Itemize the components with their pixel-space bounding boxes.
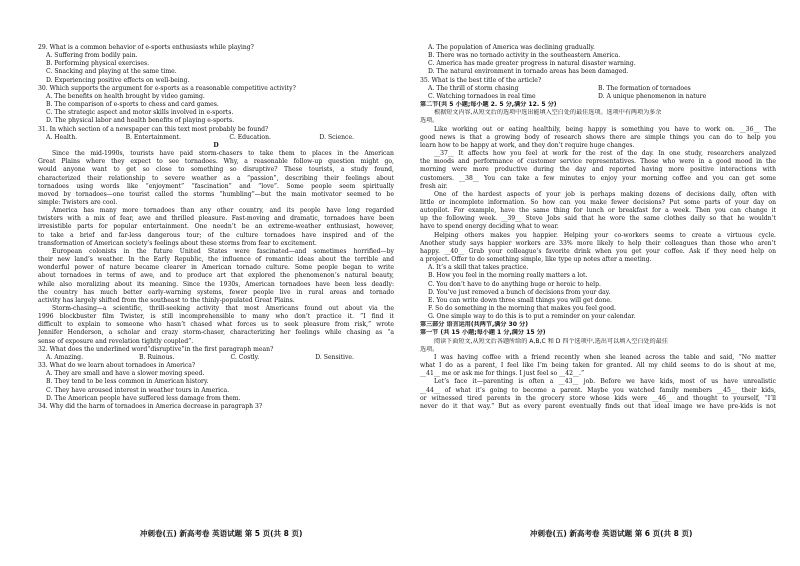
passage-line: activity has largely shifted from the southeast to the thinly-populated Great Plains.	[38, 296, 295, 304]
passage-line: Let’s face it—parenting is often a __43__ job. Before we have kids, most of us have unrealistic	[434, 378, 776, 386]
question-30-option: D. The physical labor and health benefits of playing e-sports.	[46, 117, 235, 125]
question-35-options-row	[420, 85, 776, 93]
passage-line: Since the mid-1990s, tourists have paid storm-chasers to take them to places in the American	[52, 150, 394, 158]
question-32-stem: 32. What does the underlined word“disruptive”in the first paragraph mean?	[38, 345, 274, 353]
passage-line: up the following week. __39__ Steve Jobs said that he wore the same clothes daily so that he wouldn’t	[420, 215, 776, 223]
passage-line: moved by tornadoes—one tourist called the storms “humbling”—but the main motivator seemed to be	[38, 190, 394, 198]
question-33-option: D. The American people have suffered less damage from them.	[46, 394, 241, 402]
passage-line: a project. Offer to do something simple, like type up notes after a meeting.	[420, 256, 652, 264]
question-29-stem: 29. What is a common behavior of e-sports enthusiasts while playing?	[38, 44, 254, 51]
question-30-stem: 30. Which supports the argument for e-sports as a reasonable competitive activity?	[38, 84, 296, 92]
question-34-option: C. America has made greater progress in natural disaster warning.	[428, 60, 636, 68]
part2-instructions: 选项。	[420, 117, 439, 125]
passage-line: Helping others makes you happier. Helping your co-workers seems to create a virtuous cycle.	[434, 231, 776, 239]
page-footer-left: 冲刺卷(五) 新高考卷 英语试题 第 5 页(共 8 页)	[140, 529, 303, 538]
passage-line: __41__ me or ask me for things. I just feel so __42__.”	[420, 370, 585, 378]
passage-line: the country has much better early-warning systems, fewer people live in rural areas and tornado	[38, 288, 394, 296]
passage-line: Jennifer Henderson, a scholar and crazy storm-chaser, characterizing her feelings while chasing as “a	[38, 329, 394, 337]
part3-instructions: 选项。	[420, 345, 439, 353]
question-30-option: C. The strategic aspect and motor skills involved in e-sports.	[46, 109, 234, 117]
passage-line: tornadoes using words like “enjoyment” “fascination” and “love”. Some people seem spiritually	[38, 182, 394, 190]
passage-line: fresh air.	[420, 182, 448, 190]
question-30-option: B. The comparison of e-sports to chess and card games.	[46, 101, 219, 109]
question-29-option: C. Snacking and playing at the same time.	[46, 68, 177, 76]
question-31-option: B. Entertainment.	[125, 133, 181, 141]
passage-line: Another study says happier workers are 33% more likely to help their colleagues than those who aren’t	[420, 239, 776, 247]
question-31-stem: 31. In which section of a newspaper can this text most probably be found?	[38, 125, 269, 133]
passage-line: simple: Twisters are cool.	[38, 198, 118, 206]
passage-line: difficult to explain to someone who hasn’t chased what forces us to seek pleasure from risk,” wrote	[38, 321, 394, 329]
passage-line: One of the hardest aspects of your job is perhaps making dozens of decisions daily, often with	[434, 190, 776, 198]
question-33-option: A. They are small and have a slower moving speed.	[46, 370, 205, 378]
question-32-option: D. Sensitive.	[315, 353, 354, 361]
passage-line: Great Plains where they expect to see tornadoes. Why, a reasonable follow-up question might go,	[38, 158, 394, 166]
page-footer-right: 冲刺卷(五) 新高考卷 英语试题 第 6 页(共 8 页)	[530, 529, 693, 538]
question-30-option: A. The benefits on health brought by video gaming.	[46, 92, 205, 100]
choice-option: D. You’ve just removed a bunch of decisions from your day.	[428, 288, 611, 296]
question-34-option: B. There was no tornado activity in the southeastern America.	[428, 52, 621, 60]
part3-header: 第三部分 语言运用(共两节,满分 30 分)	[420, 321, 529, 329]
question-34-option: D. The natural environment in tornado areas has been damaged.	[428, 68, 629, 76]
passage-line: learn how to be happy at work, and they don’t require huge changes.	[420, 141, 635, 149]
passage-line: customers. __38__ You can take a few minutes to enjoy your morning coffee and you can get some	[420, 174, 776, 182]
question-35-stem: 35. What is the best title of the article?	[420, 76, 542, 84]
question-32-options	[38, 354, 394, 362]
question-33-option: B. They tend to be less common in American history.	[46, 378, 209, 386]
passage-line: or witnessed tired parents in the grocery store whose kids were __46__ and thought to yourself, “I’ll	[420, 394, 776, 402]
choice-option: C. You don’t have to do anything huge or heroic to help.	[428, 280, 601, 288]
question-35-option: D. A unique phenomenon in nature	[598, 92, 707, 100]
question-35-option: B. The formation of tornadoes	[598, 84, 691, 92]
question-33-stem: 33. What do we learn about tornadoes in America?	[38, 362, 196, 370]
passage-line: wonderful power of nature became clearer in American tornado culture. Some people began to write	[38, 264, 394, 272]
part3-subheader: 第一节 (共 15 小题;每小题 1 分,满分 15 分)	[420, 329, 546, 337]
question-29-option: B. Performing physical exercises.	[46, 60, 150, 68]
passage-line: morning were more productive during the day and reported having more positive interactions with	[420, 166, 776, 174]
passage-line: twisters with a mix of fear, awe and thrilled pleasure. Fast-moving and dramatic, tornadoes have been	[38, 215, 394, 223]
question-32-option: C. Costly.	[230, 353, 260, 361]
passage-line: characterized their relationship to severe weather as a “passion”, describing their feelings about	[38, 174, 394, 182]
passage-line: happy. __40__ Grab your colleague’s favorite drink when you get your coffee. Ask if they need help on	[420, 247, 776, 255]
passage-line: irresistible parts for popular entertainment. One needn’t be an extreme-weather enthusiast, however,	[38, 223, 394, 231]
choice-option: B. How you feel in the morning really matters a lot.	[428, 272, 588, 280]
passage-line: transformation of American society’s feelings about these storms from fear to excitement.	[38, 239, 317, 247]
passage-line: to take a brief and far-less dangerous tour; of the culture tornadoes have inspired and of the	[38, 231, 394, 239]
question-31-option: A. Health.	[46, 133, 78, 141]
passage-line: America has many more tornadoes than any other country, and its people have long regarded	[52, 207, 394, 215]
choice-option: G. One simple way to do this is to put a reminder on your calendar.	[428, 313, 636, 321]
passage-line: good news is that a growing body of research shows there are simple things you can do to help you	[420, 133, 776, 141]
passage-line: European colonists in the future United States were fascinated—and sometimes horrified—by	[52, 247, 394, 255]
right-page	[420, 44, 776, 411]
part3-instructions: 阅读下面短文,从短文后各题所给的 A,B,C 和 D 四个选项中,选出可以填入空白处的最佳	[434, 337, 668, 345]
passage-line: sense of exposure and revelation tightly coupled”.	[38, 337, 194, 345]
question-35-option: A. The thrill of storm chasing	[428, 84, 519, 92]
section-d-heading: D	[213, 141, 219, 149]
question-35-options-row	[420, 93, 776, 101]
passage-line: I was having coffee with a friend recently when she leaned across the table and said, “No matter	[434, 353, 776, 361]
passage-line: __44__ of what it’s going to become a parent. Maybe you watched family members __45__ their kids,	[420, 386, 776, 394]
question-31-option: C. Education.	[229, 133, 271, 141]
choice-option: A. It’s a skill that takes practice.	[428, 264, 529, 272]
passage-line: what I do as a parent, I feel like I’m being taken for granted. All my child seems to do is shout at me,	[420, 362, 776, 370]
question-34-option: A. The population of America was declining gradually.	[428, 44, 595, 51]
passage-line: their new land’s weather. In the Early Republic, the influence of romantic ideas about the terrible and	[38, 256, 394, 264]
question-29-option: D. Experiencing positive effects on well-being.	[46, 76, 190, 84]
choice-option: F. So do something in the morning that makes you feel good.	[428, 305, 616, 312]
passage-line: __37__ It affects how you feel at work for the rest of the day. In one study, researchers analyzed	[434, 150, 776, 158]
passage-line: 1996 blockbuster film Twister, is still incomprehensible to many who don’t practice it. “I find it	[38, 313, 394, 321]
passage-line: Storm-chasing—a scientific, thrill-seeking activity that most Americans found out about via the	[52, 305, 394, 312]
passage-line: little or incomplete information. So how can you make fewer decisions? Put some parts of your day on	[420, 198, 776, 206]
question-29-option: A. Suffering from bodily pain.	[46, 52, 138, 60]
passage-line: the moods and performance of customer service representatives. Those who were in a good mood in the	[420, 158, 776, 166]
passage-line: Like working out or eating healthily, being happy is something you have to work on. __36__ The	[434, 125, 776, 133]
question-32-option: A. Amazing.	[46, 353, 84, 361]
question-33-option: C. They have aroused interest in weather tours in America.	[46, 386, 230, 394]
question-31-options	[38, 134, 394, 142]
part2-instructions: 根据短文内容,从短文后的选项中选出能填入空白处的最佳选项。选项中有两项为多余	[434, 109, 662, 117]
passage-line: would anyone want to get so close to something so disruptive? These tourists, a study found,	[38, 166, 394, 174]
part2-header: 第二节(共 5 小题;每小题 2. 5 分,满分 12. 5 分)	[420, 101, 557, 109]
question-31-option: D. Science.	[319, 133, 354, 141]
passage-line: have to spend energy deciding what to wear.	[420, 223, 559, 231]
choice-option: E. You can write down three small things you will get done.	[428, 296, 612, 304]
left-page	[38, 44, 394, 411]
question-32-option: B. Ruinous.	[139, 353, 175, 361]
passage-line: never do it that way.” But as every parent eventually finds out that ideal image we have pre-kids is not	[420, 402, 776, 410]
passage-line: while also moralizing about its meaning. Since the 1930s, American tornadoes have been less deadly:	[38, 280, 394, 288]
question-34-stem: 34. Why did the harm of tornadoes in America decrease in paragraph 3?	[38, 402, 263, 410]
passage-line: autopilot. For example, have the same thing for lunch or breakfast for a week. Then you can change it	[420, 207, 776, 215]
question-35-option: C. Watching tornadoes in real time	[428, 92, 536, 100]
passage-line: about tornadoes in terms of awe, and to produce art that explored the phenomenon’s natural beauty,	[38, 272, 394, 280]
